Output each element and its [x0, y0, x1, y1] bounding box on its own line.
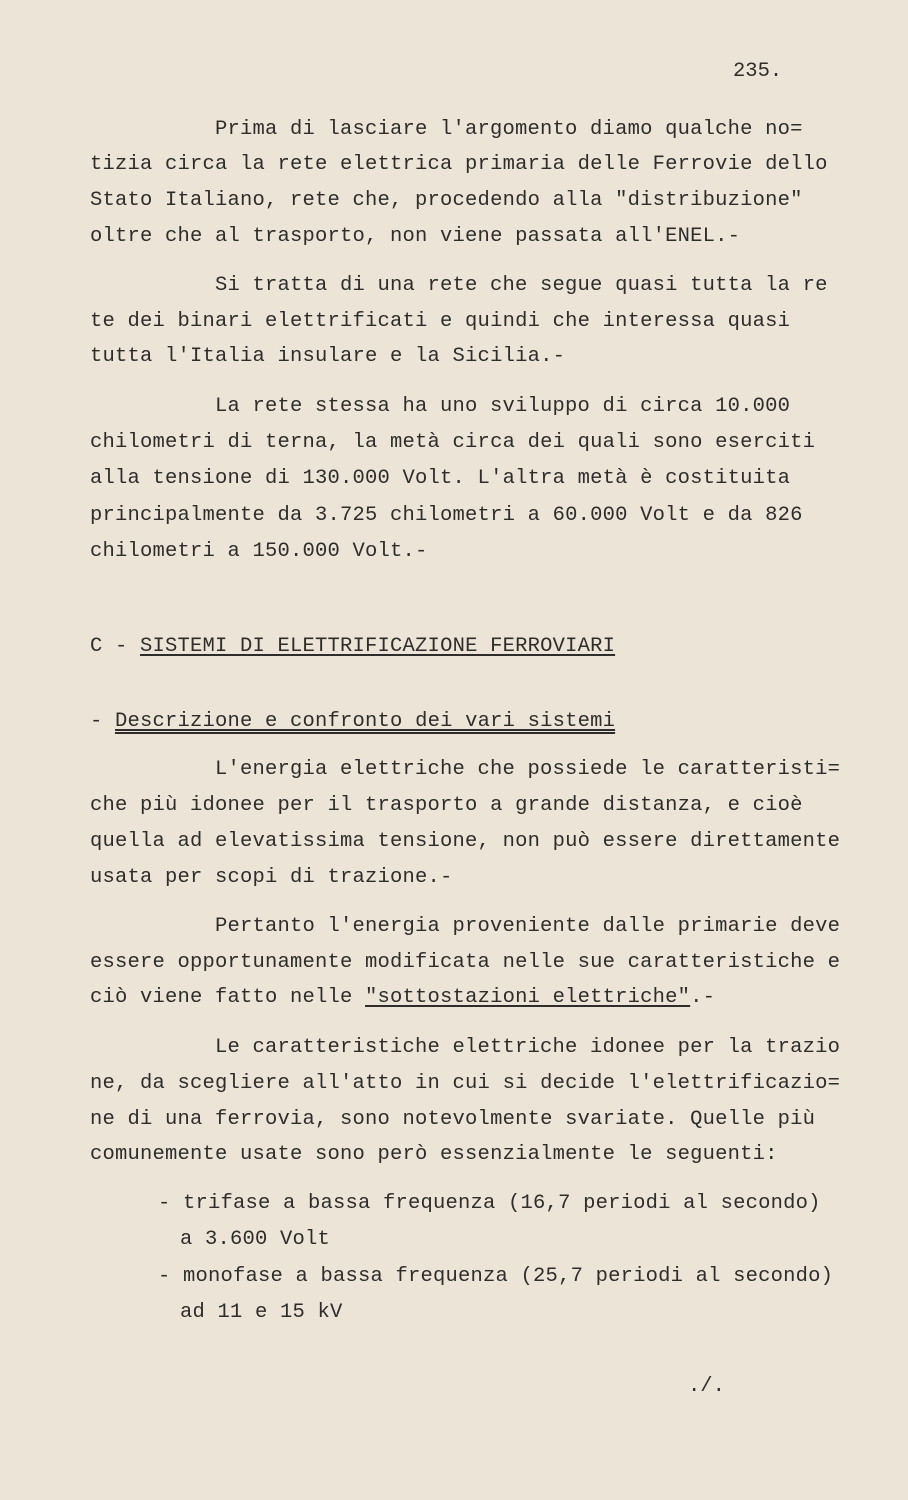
section-heading-title: SISTEMI DI ELETTRIFICAZIONE FERROVIARI [140, 635, 616, 658]
paragraph-line: essere opportunamente modificata nelle sue caratteristiche e [90, 951, 841, 974]
page-number: 235. [733, 60, 783, 83]
paragraph-line: che più idonee per il trasporto a grande distanza, e cioè [90, 794, 803, 817]
continuation-mark: ./. [688, 1375, 725, 1398]
paragraph-line: ne, da scegliere all'atto in cui si decide l'elettrificazio= [90, 1072, 841, 1095]
section-heading-prefix: C - [90, 635, 141, 658]
paragraph-line: L'energia elettriche che possiede le caratteristi= [215, 758, 841, 781]
list-item-continuation: ad 11 e 15 kV [180, 1301, 343, 1324]
section-heading [90, 635, 615, 659]
paragraph-line: comunemente usate sono però essenzialmente le seguenti: [90, 1143, 778, 1166]
list-item-continuation: a 3.600 Volt [180, 1228, 331, 1251]
paragraph-line: chilometri a 150.000 Volt.- [90, 540, 428, 563]
subsection-heading-prefix: - [90, 710, 116, 733]
paragraph-line: Stato Italiano, rete che, procedendo alla "distribuzione" [90, 189, 803, 212]
paragraph-line: tizia circa la rete elettrica primaria delle Ferrovie dello [90, 153, 828, 176]
paragraph-line: Prima di lasciare l'argomento diamo qualche no= [215, 118, 803, 141]
underlined-term: "sottostazioni elettriche" [365, 986, 691, 1009]
paragraph-line: chilometri di terna, la metà circa dei quali sono eserciti [90, 431, 816, 454]
subsection-heading [90, 710, 615, 734]
paragraph-text: .- [690, 986, 716, 1009]
list-item: - trifase a bassa frequenza (16,7 periodi al secondo) [158, 1192, 821, 1215]
paragraph-line [90, 986, 715, 1010]
list-item: - monofase a bassa frequenza (25,7 periodi al secondo) [158, 1265, 834, 1288]
paragraph-line: ne di una ferrovia, sono notevolmente svariate. Quelle più [90, 1108, 816, 1131]
paragraph-line: La rete stessa ha uno sviluppo di circa 10.000 [215, 395, 791, 418]
paragraph-line: usata per scopi di trazione.- [90, 866, 453, 889]
subsection-heading-title: Descrizione e confronto dei vari sistemi [115, 710, 616, 733]
paragraph-line: tutta l'Italia insulare e la Sicilia.- [90, 345, 566, 368]
paragraph-line: Pertanto l'energia proveniente dalle primarie deve [215, 915, 841, 938]
paragraph-line: Si tratta di una rete che segue quasi tutta la re [215, 274, 828, 297]
paragraph-line: te dei binari elettrificati e quindi che interessa quasi [90, 310, 791, 333]
paragraph-line: principalmente da 3.725 chilometri a 60.000 Volt e da 826 [90, 504, 803, 527]
paragraph-text: ciò viene fatto nelle [90, 986, 366, 1009]
paragraph-line: quella ad elevatissima tensione, non può essere direttamente [90, 830, 841, 853]
paragraph-line: Le caratteristiche elettriche idonee per la trazio [215, 1036, 841, 1059]
paragraph-line: alla tensione di 130.000 Volt. L'altra metà è costituita [90, 467, 791, 490]
paragraph-line: oltre che al trasporto, non viene passata all'ENEL.- [90, 225, 741, 248]
